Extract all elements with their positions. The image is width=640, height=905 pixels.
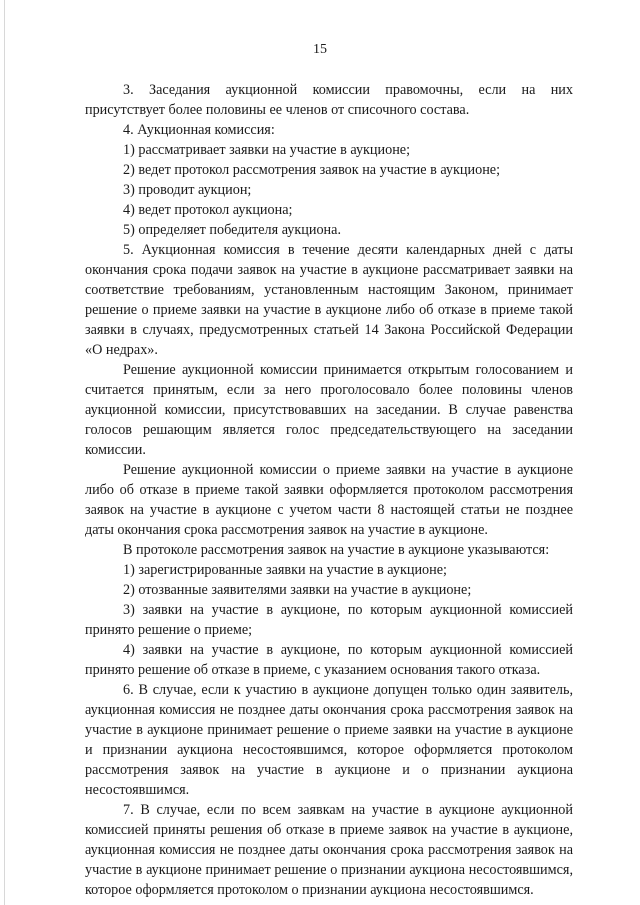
list-item: 4) ведет протокол аукциона; bbox=[123, 202, 293, 218]
document-body bbox=[85, 80, 573, 900]
list-item: 3) заявки на участие в аукционе, по которым аукционной комиссией принято решение о приеме; bbox=[85, 602, 573, 638]
paragraph-5-review-period: 5. Аукционная комиссия в течение десяти календарных дней с даты окончания срока подачи заявок на участие в аукционе рассматривает заявки на соответствие требованиям, установленным настоящим Законом, принимает решение о приеме заявки на участие в аукционе либо об отказе в приеме такой заявки в случаях, предусмотренных статьей 14 Закона Российской Федерации «О недрах». bbox=[85, 242, 573, 358]
list-item: 2) ведет протокол рассмотрения заявок на участие в аукционе; bbox=[123, 162, 501, 178]
list-item: 1) зарегистрированные заявки на участие в аукционе; bbox=[123, 562, 447, 578]
paragraph-4-heading: 4. Аукционная комиссия: bbox=[123, 122, 275, 138]
list-item: 1) рассматривает заявки на участие в аукционе; bbox=[123, 142, 411, 158]
paragraph-6-single-applicant: 6. В случае, если к участию в аукционе допущен только один заявитель, аукционная комиссия не позднее даты окончания срока рассмотрения заявок на участие в аукционе принимает решение о приеме заявки на участие в аукционе и признании аукциона несостоявшимся, которое оформляется протоколом рассмотрения заявок на участие в аукционе и о признании аукциона несостоявшимся. bbox=[85, 682, 573, 798]
list-item: 5) определяет победителя аукциона. bbox=[123, 222, 341, 238]
paragraph-voting: Решение аукционной комиссии принимается открытым голосованием и считается принятым, если за него проголосовало более половины членов аукционной комиссии, присутствовавших на заседании. В случае равенства голосов решающим является голос председательствующего на заседании комиссии. bbox=[85, 362, 573, 458]
paragraph-decision-protocol: Решение аукционной комиссии о приеме заявки на участие в аукционе либо об отказе в приеме такой заявки оформляется протоколом рассмотрения заявок на участие в аукционе с учетом части 8 настоящей статьи не позднее даты окончания срока рассмотрения заявок на участие в аукционе. bbox=[85, 462, 573, 538]
page-number: 15 bbox=[313, 42, 327, 57]
list-item: 2) отозванные заявителями заявки на участие в аукционе; bbox=[123, 582, 472, 598]
paragraph-protocol-contents: В протоколе рассмотрения заявок на участие в аукционе указываются: bbox=[123, 542, 550, 558]
list-item: 3) проводит аукцион; bbox=[123, 182, 252, 198]
paragraph-7-all-rejected: 7. В случае, если по всем заявкам на участие в аукционе аукционной комиссией приняты решения об отказе в приеме заявок на участие в аукционе, аукционная комиссия не позднее даты окончания срока рассмотрения заявок на участие в аукционе принимает решение о признании аукциона несостоявшимся, которое оформляется протоколом о признании аукциона несостоявшимся. bbox=[85, 802, 573, 898]
scan-edge-line bbox=[4, 0, 5, 905]
list-item: 4) заявки на участие в аукционе, по которым аукционной комиссией принято решение об отказе в приеме, с указанием основания такого отказа. bbox=[85, 642, 573, 678]
paragraph-3-quorum: 3. Заседания аукционной комиссии правомочны, если на них присутствует более половины ее членов от списочного состава. bbox=[85, 82, 573, 118]
